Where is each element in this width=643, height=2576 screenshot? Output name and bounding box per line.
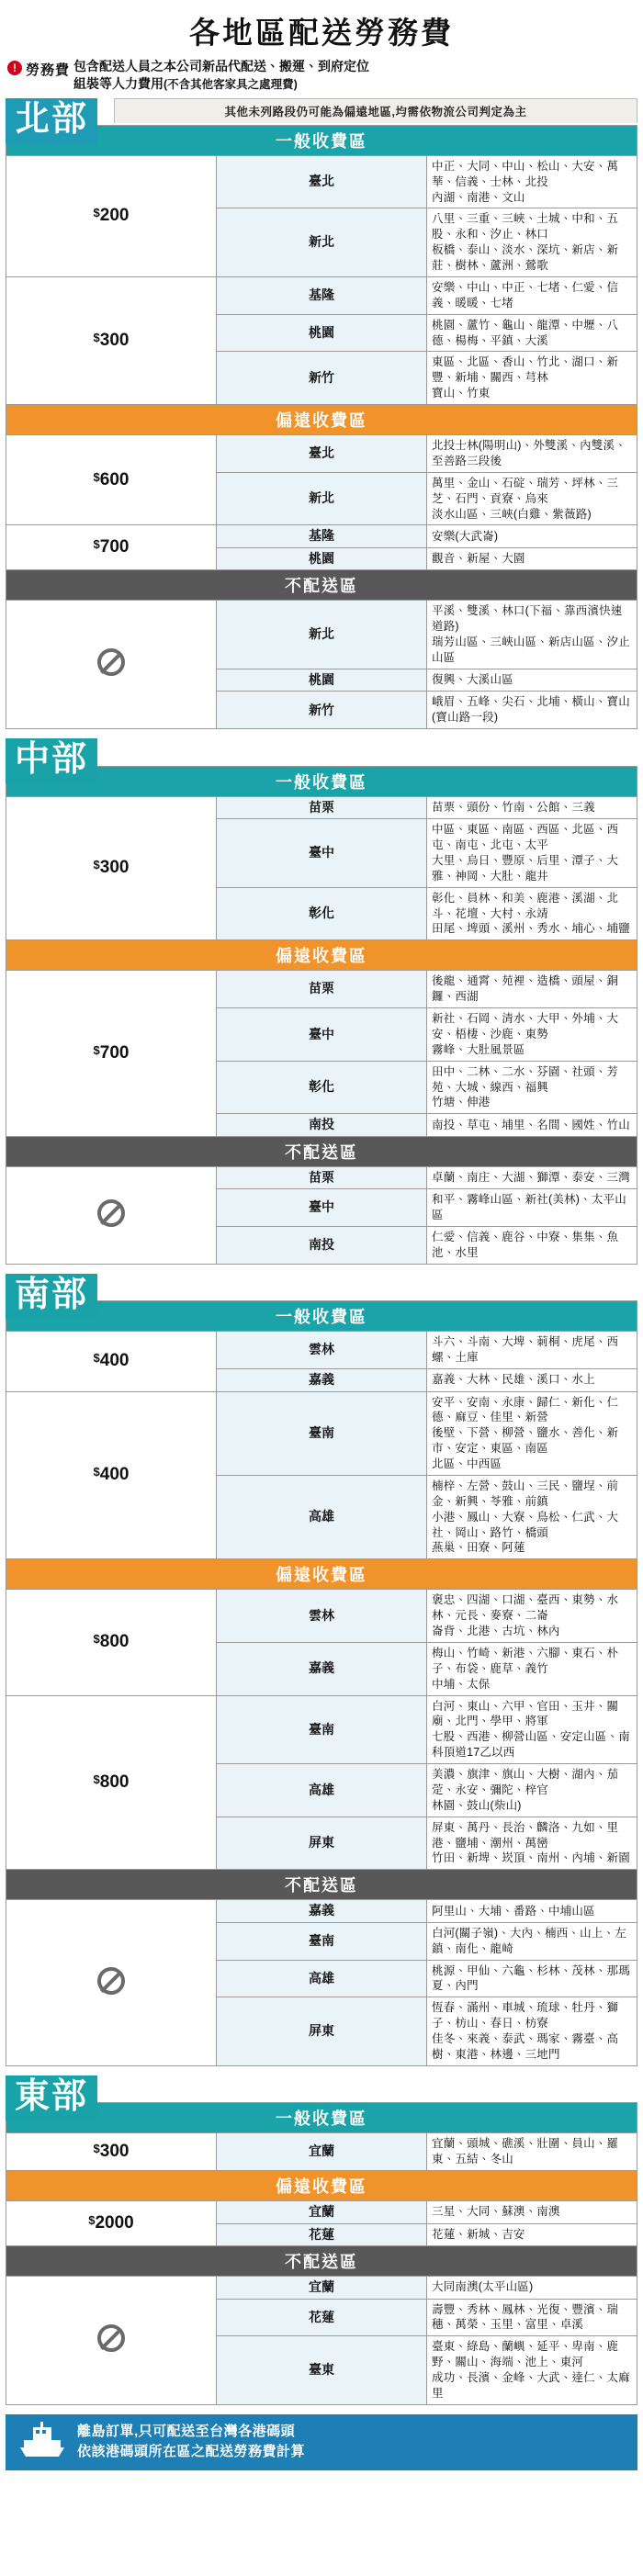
city-cell: 臺南 [217,1391,427,1475]
prohibited-icon [97,1199,125,1227]
city-cell: 南投 [217,1114,427,1137]
table-row [6,2201,637,2224]
header-normal-zone: 一般收費區 [6,2103,637,2133]
currency-symbol: $ [93,1632,100,1647]
city-cell: 新北 [217,208,427,277]
city-cell: 新北 [217,472,427,525]
city-cell: 彰化 [217,1061,427,1114]
price-cell: $400 [6,1332,217,1391]
areas-cell: 中正、大同、中山、松山、大安、萬華、信義、士林、北投 內湖、南港、文山 [427,155,637,208]
footer-line1: 離島訂單,只可配送至台灣各港碼頭 [77,2423,296,2439]
city-cell: 臺南 [217,1922,427,1960]
table-row [6,276,637,314]
region-block-2 [6,738,637,1265]
header-noship-zone: 不配送區 [6,2246,637,2277]
city-cell: 基隆 [217,525,427,548]
areas-cell: 梅山、竹崎、新港、六腳、東石、朴子、布袋、鹿草、義竹 中埔、太保 [427,1642,637,1695]
currency-symbol: $ [93,1351,100,1366]
price-cell: $800 [6,1695,217,1870]
city-cell: 宜蘭 [217,2133,427,2171]
city-cell: 桃園 [217,669,427,692]
areas-cell: 白河(關子嶺)、大內、楠西、山上、左鎮、南化、龍崎 [427,1922,637,1960]
currency-symbol: $ [93,206,100,220]
table-row [6,1166,637,1189]
currency-symbol: $ [93,858,100,872]
city-cell: 桃園 [217,547,427,570]
city-cell: 宜蘭 [217,2201,427,2224]
areas-cell: 花蓮、新城、吉安 [427,2223,637,2246]
table-row [6,601,637,669]
currency-symbol: $ [93,1772,100,1786]
areas-cell: 屏東、萬丹、長治、麟洛、九如、里港、鹽埔、潮州、萬巒 竹田、新埤、崁頂、南州、內埔、新園 [427,1817,637,1870]
city-cell: 臺南 [217,1695,427,1764]
areas-cell: 安樂(大武崙) [427,525,637,548]
city-cell: 臺東 [217,2336,427,2405]
areas-cell: 南投、草屯、埔里、名間、國姓、竹山 [427,1114,637,1137]
areas-cell: 白河、東山、六甲、官田、玉井、關廟、北門、學甲、將軍 七股、西港、柳營山區、安定山區、南科頂道17乙以西 [427,1695,637,1764]
city-cell: 宜蘭 [217,2277,427,2300]
areas-cell: 中區、東區、南區、西區、北區、西屯、南屯、北屯、太平 大里、烏日、豐原、后里、潭子、大雅、神岡、大肚、龍井 [427,819,637,888]
price-cell: $300 [6,276,217,404]
footer-line2: 依該港碼頭所在區之配送勞務費計算 [77,2444,306,2460]
areas-cell: 阿里山、大埔、番路、中埔山區 [427,1900,637,1923]
city-cell: 桃園 [217,314,427,352]
alert-icon: ! [7,61,22,75]
city-cell: 苗栗 [217,971,427,1008]
areas-cell: 後龍、通霄、苑裡、造橋、頭屋、銅鑼、西湖 [427,971,637,1008]
areas-cell: 峨眉、五峰、尖石、北埔、橫山、寶山(寶山路一段) [427,692,637,729]
city-cell: 臺中 [217,819,427,888]
footer-banner [6,2414,637,2470]
city-cell: 嘉義 [217,1369,427,1392]
fee-note-label: 勞務費 [26,62,71,78]
areas-cell: 桃源、甲仙、六龜、杉林、茂林、那瑪夏、內門 [427,1960,637,1997]
city-cell: 新竹 [217,692,427,729]
region-block-3 [6,1274,637,2066]
areas-cell: 卓蘭、南庄、大湖、獅潭、泰安、三灣 [427,1166,637,1189]
currency-symbol: $ [93,469,100,484]
areas-cell: 臺東、綠島、蘭嶼、延平、卑南、鹿野、關山、海端、池上、東河 成功、長濱、金峰、大武、達仁、太麻里 [427,2336,637,2405]
areas-cell: 平溪、雙溪、林口(下福、靠西濱快速道路) 瑞芳山區、三峽山區、新店山區、汐止山區 [427,601,637,669]
price-cell: $300 [6,2133,217,2171]
prohibited-icon [97,2324,125,2352]
city-cell: 花蓮 [217,2223,427,2246]
header-noship-zone: 不配送區 [6,1136,637,1166]
areas-cell: 三星、大同、蘇澳、南澳 [427,2201,637,2224]
city-cell: 新北 [217,601,427,669]
areas-cell: 楠梓、左營、鼓山、三民、鹽埕、前金、新興、苓雅、前鎮 小港、鳳山、大寮、鳥松、仁武、大社、岡山、路竹、橋頭 燕巢、田寮、阿蓮 [427,1475,637,1558]
table-row [6,1332,637,1369]
areas-cell: 八里、三重、三峽、土城、中和、五股、永和、汐止、林口 板橋、泰山、淡水、深坑、新店、新莊、樹林、蘆洲、鶯歌 [427,208,637,277]
ship-icon [17,2422,68,2463]
price-cell: $800 [6,1590,217,1695]
areas-cell: 萬里、金山、石碇、瑞芳、坪林、三芝、石門、貢寮、烏來 淡水山區、三峽(白雞、紫薇路) [427,472,637,525]
areas-cell: 安平、安南、永康、歸仁、新化、仁德、麻豆、佳里、新營 後壁、下營、柳營、鹽水、善化、新市、安定、東區、南區 北區、中西區 [427,1391,637,1475]
areas-cell: 壽豐、秀林、鳳林、光復、豐濱、瑞穗、萬榮、玉里、富里、卓溪 [427,2299,637,2336]
areas-cell: 彰化、員林、和美、鹿港、溪湖、北斗、花壇、大村、永靖 田尾、埤頭、溪州、秀水、埔心、埔鹽 [427,887,637,940]
city-cell: 苗栗 [217,1166,427,1189]
areas-cell: 安樂、中山、中正、七堵、仁愛、信義、暖暖、七堵 [427,276,637,314]
city-cell: 屏東 [217,1997,427,2066]
areas-cell: 北投士林(陽明山)、外雙溪、內雙溪、至善路三段後 [427,435,637,473]
prohibited-icon [97,1967,125,1995]
header-noship-zone: 不配送區 [6,1870,637,1900]
fee-note-line2: 組裝等人力費用(不含其他客家具之處理費) [73,75,298,91]
header-normal-zone: 一般收費區 [6,1301,637,1332]
areas-cell: 仁愛、信義、鹿谷、中寮、集集、魚池、水里 [427,1227,637,1265]
table-row [6,1590,637,1643]
region-tag: 北部 [6,98,97,144]
areas-cell: 宜蘭、頭城、礁溪、壯圍、員山、羅東、五結、冬山 [427,2133,637,2171]
zone-table [6,2075,637,2405]
areas-cell: 觀音、新屋、大園 [427,547,637,570]
areas-cell: 和平、霧峰山區、新社(美林)、太平山區 [427,1189,637,1227]
price-cell: $2000 [6,2201,217,2246]
zone-table [6,1274,637,2066]
city-cell: 苗栗 [217,796,427,819]
price-cell: $700 [6,525,217,570]
areas-cell: 新社、石岡、清水、大甲、外埔、大安、梧棲、沙鹿、東勢 霧峰、大肚風景區 [427,1008,637,1062]
areas-cell: 恆春、滿州、車城、琉球、牡丹、獅子、枋山、春日、枋寮 佳冬、來義、泰武、瑪家、霧臺、高樹、東港、林邊、三地門 [427,1997,637,2066]
city-cell: 臺北 [217,155,427,208]
header-normal-zone: 一般收費區 [6,766,637,796]
tag-spacer [6,2075,637,2103]
city-cell: 高雄 [217,1960,427,1997]
tag-spacer [6,1274,637,1301]
header-remote-zone: 偏遠收費區 [6,2171,637,2201]
header-normal-zone: 一般收費區 [6,125,637,155]
city-cell: 雲林 [217,1332,427,1369]
header-note: 其他未列路段仍可能為偏遠地區,均需依物流公司判定為主 [114,98,637,123]
table-row [6,1695,637,1764]
city-cell: 基隆 [217,276,427,314]
city-cell: 臺中 [217,1008,427,1062]
city-cell: 嘉義 [217,1642,427,1695]
price-cell: $700 [6,971,217,1137]
city-cell: 雲林 [217,1590,427,1643]
table-row [6,2133,637,2171]
fee-note [0,58,643,98]
prohibited-icon [97,648,125,676]
areas-cell: 田中、二林、二水、芬園、社頭、芳苑、大城、線西、福興 竹塘、伸港 [427,1061,637,1114]
currency-symbol: $ [93,1465,100,1479]
areas-cell: 東區、北區、香山、竹北、湖口、新豐、新埔、關西、芎林 寶山、竹東 [427,352,637,405]
no-delivery-icon [6,1900,217,2066]
region-tag: 東部 [6,2075,97,2121]
no-delivery-icon [6,601,217,729]
city-cell: 臺北 [217,435,427,473]
currency-symbol: $ [93,2142,100,2156]
tag-spacer [6,738,637,766]
city-cell: 新竹 [217,352,427,405]
areas-cell: 苗栗、頭份、竹南、公館、三義 [427,796,637,819]
city-cell: 高雄 [217,1764,427,1817]
header-remote-zone: 偏遠收費區 [6,940,637,971]
areas-cell: 嘉義、大林、民雄、溪口、水上 [427,1369,637,1392]
region-block-1 [6,98,637,729]
page-title: 各地區配送勞務費 [189,16,454,50]
zone-table [6,123,637,729]
footer-text [77,2422,305,2463]
table-row [6,1900,637,1923]
table-row [6,971,637,1008]
areas-cell: 大同南澳(太平山區) [427,2277,637,2300]
currency-symbol: $ [88,2213,96,2228]
region-tag: 南部 [6,1274,97,1320]
header-remote-zone: 偏遠收費區 [6,1559,637,1590]
currency-symbol: $ [93,330,100,344]
city-cell: 彰化 [217,887,427,940]
table-row [6,2277,637,2300]
areas-cell: 斗六、斗南、大埤、莿桐、虎尾、西螺、土庫 [427,1332,637,1369]
areas-cell: 復興、大溪山區 [427,669,637,692]
table-row [6,435,637,473]
price-cell: $400 [6,1391,217,1559]
areas-cell: 桃園、蘆竹、龜山、龍潭、中壢、八德、楊梅、平鎮、大溪 [427,314,637,352]
city-cell: 嘉義 [217,1900,427,1923]
city-cell: 南投 [217,1227,427,1265]
regions-container [0,98,643,2405]
table-row [6,796,637,819]
region-tag: 中部 [6,738,97,784]
currency-symbol: $ [93,1043,100,1058]
currency-symbol: $ [93,537,100,552]
areas-cell: 美濃、旗津、旗山、大樹、湖內、茄萣、永安、彌陀、梓官 林園、鼓山(柴山) [427,1764,637,1817]
no-delivery-icon [6,2277,217,2405]
areas-cell: 褒忠、四湖、口湖、臺西、東勢、水林、元長、麥寮、二崙 崙背、北港、古坑、林內 [427,1590,637,1643]
header-noship-zone: 不配送區 [6,570,637,601]
price-cell: $600 [6,435,217,525]
city-cell: 屏東 [217,1817,427,1870]
price-cell: $300 [6,796,217,940]
fee-note-line1: 包含配送人員之本公司新品代配送、搬運、到府定位 [73,59,370,73]
header-remote-zone: 偏遠收費區 [6,405,637,435]
fee-note-line2-sub: (不含其他客家具之處理費) [164,77,298,91]
table-row [6,1391,637,1475]
region-block-4 [6,2075,637,2405]
table-row [6,525,637,548]
zone-table [6,738,637,1265]
price-cell: $200 [6,155,217,276]
table-row [6,155,637,208]
city-cell: 花蓮 [217,2299,427,2336]
no-delivery-icon [6,1166,217,1264]
fee-note-body [73,58,369,93]
city-cell: 高雄 [217,1475,427,1558]
city-cell: 臺中 [217,1189,427,1227]
